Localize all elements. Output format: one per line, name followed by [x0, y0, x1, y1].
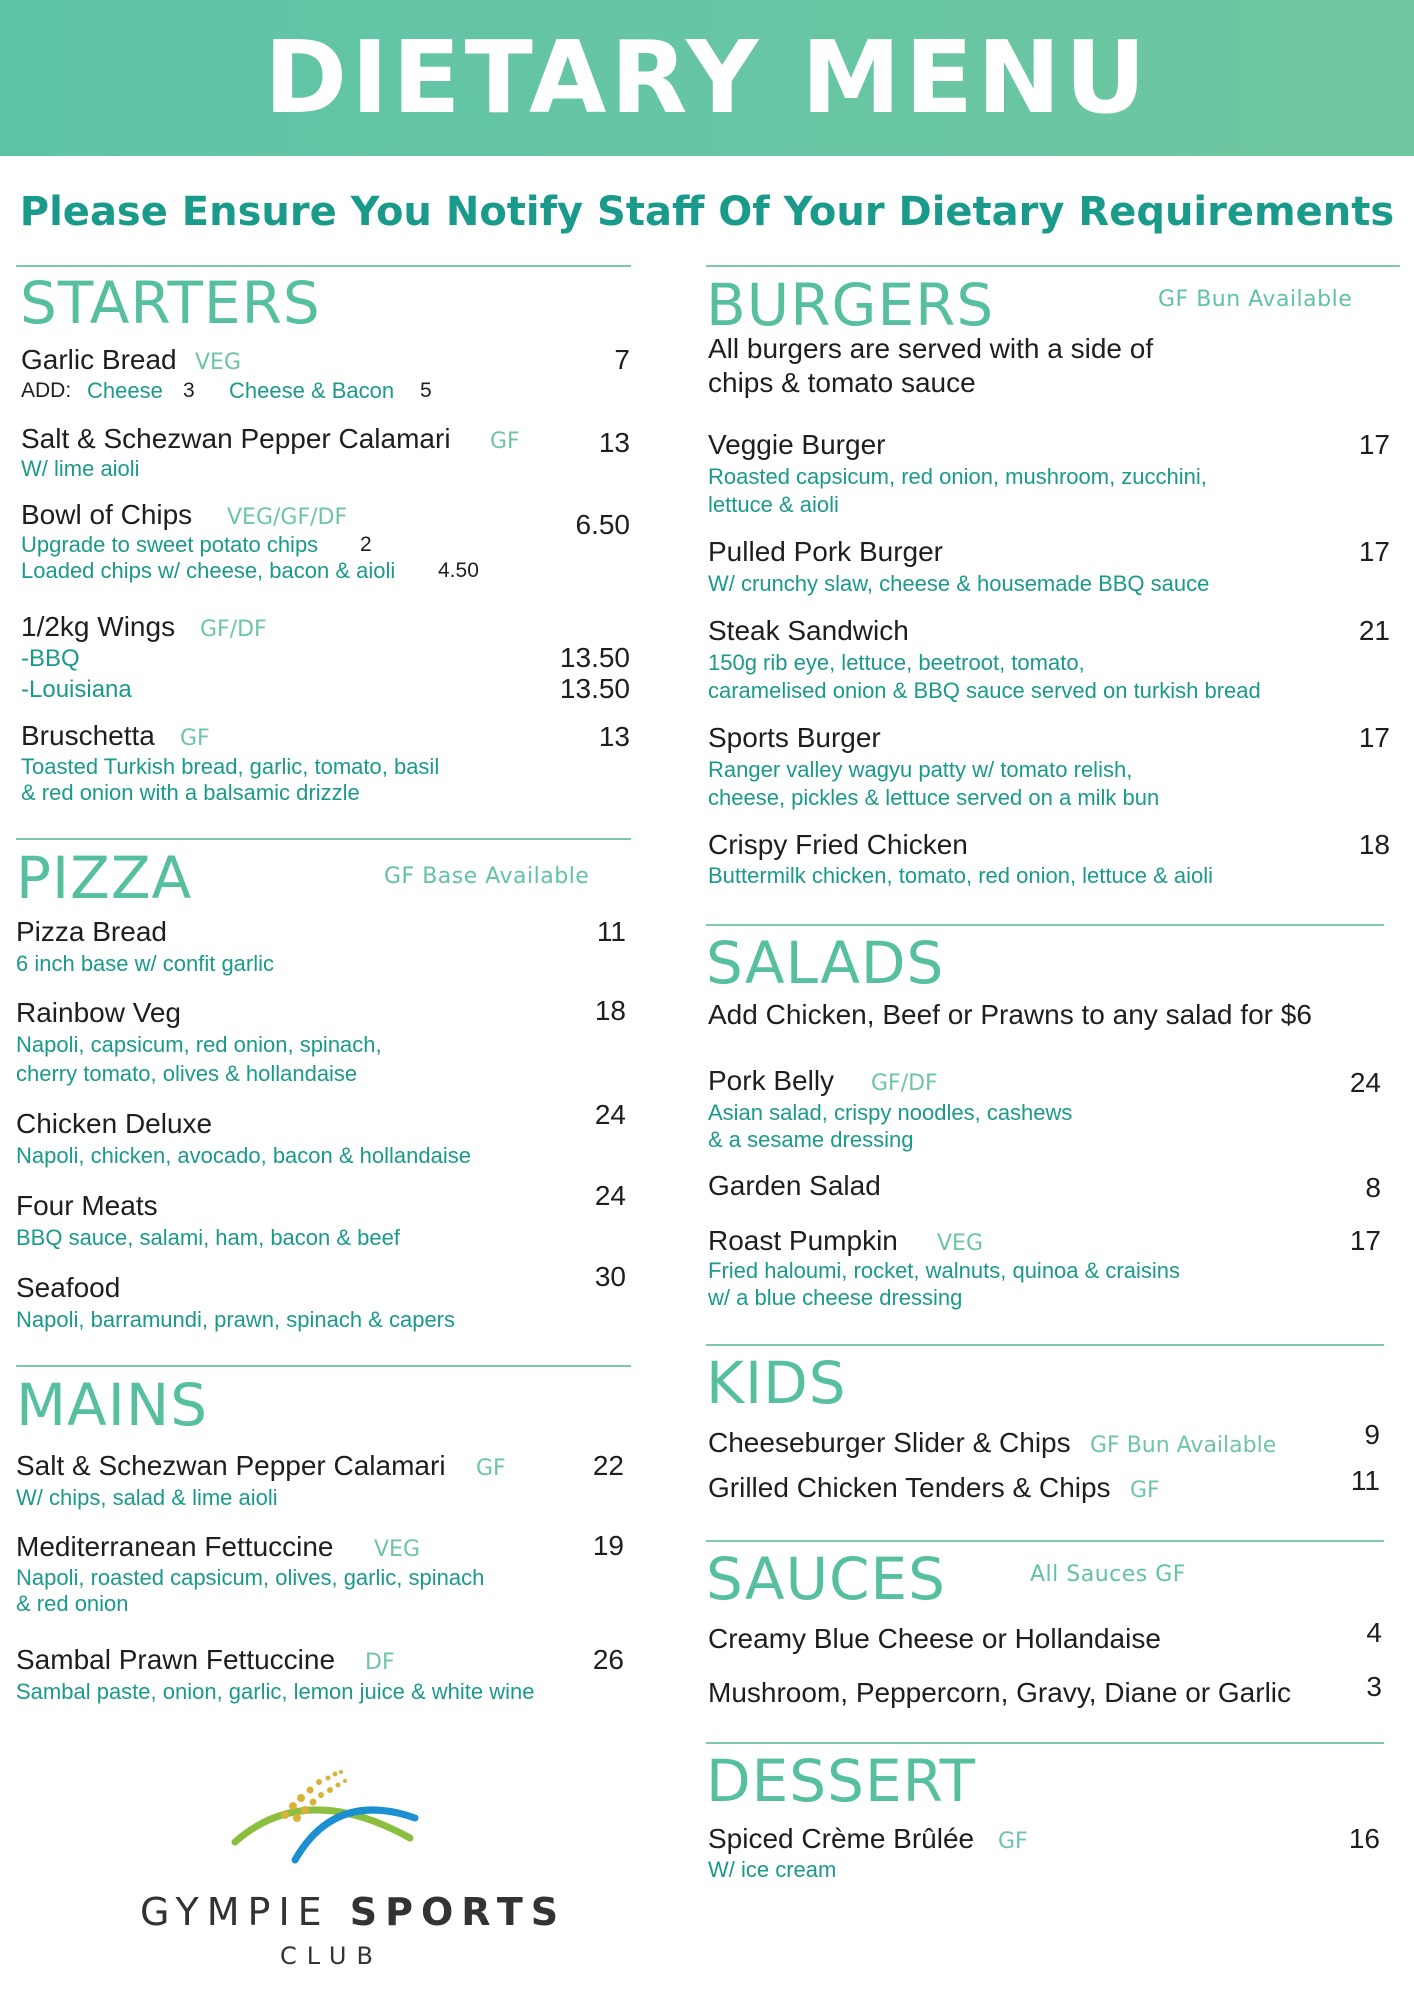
menu-item-price: 11	[1350, 1465, 1380, 1496]
divider	[706, 1742, 1384, 1744]
section-intro: All burgers are served with a side of	[708, 333, 1154, 364]
page-title: DIETARY MENU	[264, 19, 1150, 136]
menu-item-desc: & red onion	[16, 1591, 129, 1616]
dietary-tag: GF	[490, 429, 520, 454]
menu-item-desc: W/ chips, salad & lime aioli	[16, 1485, 278, 1510]
menu-item-price: 13	[598, 721, 630, 752]
dietary-tag: GF	[998, 1829, 1028, 1854]
dietary-tag: VEG	[374, 1537, 420, 1562]
add-option: Cheese & Bacon	[229, 378, 395, 403]
menu-item-name: Bowl of Chips	[21, 499, 193, 530]
menu-item-name: Bruschetta	[21, 720, 155, 751]
dietary-tag: VEG	[937, 1231, 983, 1256]
section-intro: Add Chicken, Beef or Prawns to any salad for $6	[708, 999, 1312, 1030]
divider	[16, 265, 631, 267]
menu-item-name: Cheeseburger Slider & Chips	[708, 1427, 1071, 1458]
menu-item-price: 21	[1358, 615, 1390, 646]
menu-item-name: Pizza Bread	[16, 916, 167, 947]
menu-item-price: 17	[1358, 722, 1390, 753]
menu-item-desc: & red onion with a balsamic drizzle	[21, 780, 360, 805]
section-note: GF Bun Available	[1158, 287, 1353, 312]
club-logo-name-light: GYMPIE	[140, 1890, 330, 1934]
option-price: 4.50	[438, 559, 479, 582]
menu-item-desc: BBQ sauce, salami, ham, bacon & beef	[16, 1225, 400, 1250]
menu-item-name: Pulled Pork Burger	[708, 536, 944, 567]
divider	[706, 265, 1400, 267]
menu-item-desc: W/ lime aioli	[21, 456, 140, 481]
menu-item-price: 9	[1364, 1419, 1380, 1450]
menu-item-desc: Loaded chips w/ cheese, bacon & aioli	[21, 558, 396, 583]
section-intro: chips & tomato sauce	[708, 367, 976, 398]
menu-item-desc: Roasted capsicum, red onion, mushroom, zucchini,	[708, 464, 1207, 489]
menu-item-name: Steak Sandwich	[708, 615, 909, 646]
menu-item-name: Mushroom, Peppercorn, Gravy, Diane or Garlic	[708, 1677, 1292, 1708]
section-title-dessert: DESSERT	[706, 1747, 977, 1815]
dietary-tag: GF	[180, 726, 210, 751]
menu-item-name: Salt & Schezwan Pepper Calamari	[16, 1450, 446, 1481]
menu-item-name: Roast Pumpkin	[708, 1225, 898, 1256]
menu-item-desc: cheese, pickles & lettuce served on a milk bun	[708, 785, 1160, 810]
section-title-burgers: BURGERS	[706, 271, 995, 339]
menu-item-name: Grilled Chicken Tenders & Chips	[708, 1472, 1111, 1503]
menu-item-name: Sports Burger	[708, 722, 881, 753]
menu-item-name: Garden Salad	[708, 1170, 881, 1201]
section-title-mains: MAINS	[16, 1371, 209, 1439]
menu-item-price: 6.50	[575, 509, 630, 540]
menu-item-price: 16	[1348, 1823, 1380, 1854]
dietary-tag: GF	[476, 1456, 506, 1481]
menu-item-price: 22	[592, 1450, 624, 1481]
menu-item-desc: lettuce & aioli	[708, 492, 839, 517]
menu-item-price: 8	[1365, 1172, 1381, 1203]
menu-item-desc: Buttermilk chicken, tomato, red onion, lettuce & aioli	[708, 863, 1214, 888]
menu-item-name: Chicken Deluxe	[16, 1108, 213, 1139]
add-option-price: 5	[420, 379, 432, 402]
menu-item-name: Rainbow Veg	[16, 997, 182, 1028]
dietary-tag: GF	[1130, 1478, 1160, 1503]
club-logo-name-bold: SPORTS	[349, 1890, 567, 1934]
menu-item-desc: Ranger valley wagyu patty w/ tomato relish,	[708, 757, 1133, 782]
menu-item-price: 24	[594, 1180, 626, 1211]
menu-item-desc: W/ crunchy slaw, cheese & housemade BBQ sauce	[708, 571, 1210, 596]
menu-item-price: 19	[592, 1530, 624, 1561]
menu-item-price: 11	[596, 916, 626, 947]
divider	[16, 1365, 631, 1367]
menu-item-price: 17	[1358, 429, 1390, 460]
add-option: Cheese	[87, 378, 163, 403]
menu-item-name: Mediterranean Fettuccine	[16, 1531, 334, 1562]
menu-item-desc: w/ a blue cheese dressing	[708, 1285, 963, 1310]
section-title-kids: KIDS	[706, 1349, 847, 1417]
menu-item-desc: Sambal paste, onion, garlic, lemon juice & white wine	[16, 1679, 535, 1704]
section-title-salads: SALADS	[706, 929, 945, 997]
menu-item-name: Spiced Crème Brûlée	[708, 1823, 975, 1854]
dietary-tag: VEG/GF/DF	[227, 505, 348, 530]
section-note: GF Base Available	[384, 864, 590, 889]
menu-item-desc: Upgrade to sweet potato chips	[21, 532, 319, 557]
dietary-tag: DF	[365, 1650, 395, 1675]
menu-item-price: 17	[1349, 1225, 1381, 1256]
menu-item-desc: Napoli, capsicum, red onion, spinach,	[16, 1032, 382, 1057]
add-label: ADD:	[21, 379, 72, 402]
dietary-tag: GF Bun Available	[1090, 1433, 1277, 1458]
dietary-tag: GF/DF	[871, 1071, 938, 1096]
menu-item-desc: cherry tomato, olives & hollandaise	[16, 1061, 358, 1086]
section-title-starters: STARTERS	[20, 269, 321, 337]
club-logo-icon	[225, 1760, 425, 1870]
menu-item-desc: & a sesame dressing	[708, 1127, 914, 1152]
menu-item-option: -BBQ	[21, 645, 80, 672]
menu-item-price: 13	[598, 427, 630, 458]
section-note: All Sauces GF	[1030, 1562, 1186, 1587]
menu-item-price: 18	[1358, 829, 1390, 860]
dietary-tag: VEG	[195, 350, 241, 375]
menu-item-name: Crispy Fried Chicken	[708, 829, 968, 860]
divider	[706, 1344, 1384, 1346]
dietary-tag: GF/DF	[200, 617, 267, 642]
menu-item-desc: Napoli, barramundi, prawn, spinach & capers	[16, 1307, 456, 1332]
menu-item-desc: caramelised onion & BBQ sauce served on turkish bread	[708, 678, 1261, 703]
menu-item-desc: Fried haloumi, rocket, walnuts, quinoa & craisins	[708, 1258, 1180, 1283]
menu-item-price: 13.50	[559, 673, 630, 704]
menu-item-desc: 6 inch base w/ confit garlic	[16, 951, 275, 976]
menu-item-price: 3	[1366, 1671, 1382, 1702]
menu-item-name: Four Meats	[16, 1190, 158, 1221]
divider	[706, 924, 1384, 926]
menu-item-desc: Toasted Turkish bread, garlic, tomato, basil	[21, 754, 440, 779]
menu-item-price: 7	[614, 344, 630, 375]
menu-item-desc: Napoli, roasted capsicum, olives, garlic, spinach	[16, 1565, 485, 1590]
menu-item-name: Garlic Bread	[21, 344, 177, 375]
add-option-price: 3	[183, 379, 195, 402]
menu-item-name: Creamy Blue Cheese or Hollandaise	[708, 1623, 1161, 1654]
menu-item-price: 24	[1349, 1067, 1381, 1098]
club-logo-sub: CLUB	[280, 1942, 383, 1970]
menu-item-name: Sambal Prawn Fettuccine	[16, 1644, 336, 1675]
menu-item-desc: Napoli, chicken, avocado, bacon & hollandaise	[16, 1143, 471, 1168]
section-title-sauces: SAUCES	[706, 1545, 946, 1613]
menu-item-name: 1/2kg Wings	[21, 611, 176, 642]
menu-item-name: Seafood	[16, 1272, 121, 1303]
menu-item-price: 13.50	[559, 642, 630, 673]
menu-item-price: 24	[594, 1099, 626, 1130]
menu-item-price: 26	[592, 1644, 624, 1675]
menu-item-name: Veggie Burger	[708, 429, 886, 460]
menu-item-price: 18	[594, 995, 626, 1026]
menu-item-price: 30	[594, 1261, 626, 1292]
divider	[706, 1540, 1384, 1542]
menu-item-desc: W/ ice cream	[708, 1857, 837, 1882]
dietary-notice: Please Ensure You Notify Staff Of Your Dietary Requirements	[19, 189, 1395, 235]
menu-item-name: Salt & Schezwan Pepper Calamari	[21, 423, 451, 454]
divider	[16, 838, 631, 840]
menu-item-price: 4	[1366, 1617, 1382, 1648]
menu-item-desc: 150g rib eye, lettuce, beetroot, tomato,	[708, 650, 1085, 675]
club-logo-name	[140, 1890, 566, 1934]
option-price: 2	[360, 533, 372, 556]
menu-item-option: -Louisiana	[21, 676, 132, 703]
menu-item-name: Pork Belly	[708, 1065, 835, 1096]
menu-item-price: 17	[1358, 536, 1390, 567]
menu-item-desc: Asian salad, crispy noodles, cashews	[708, 1100, 1073, 1125]
section-title-pizza: PIZZA	[16, 844, 193, 912]
